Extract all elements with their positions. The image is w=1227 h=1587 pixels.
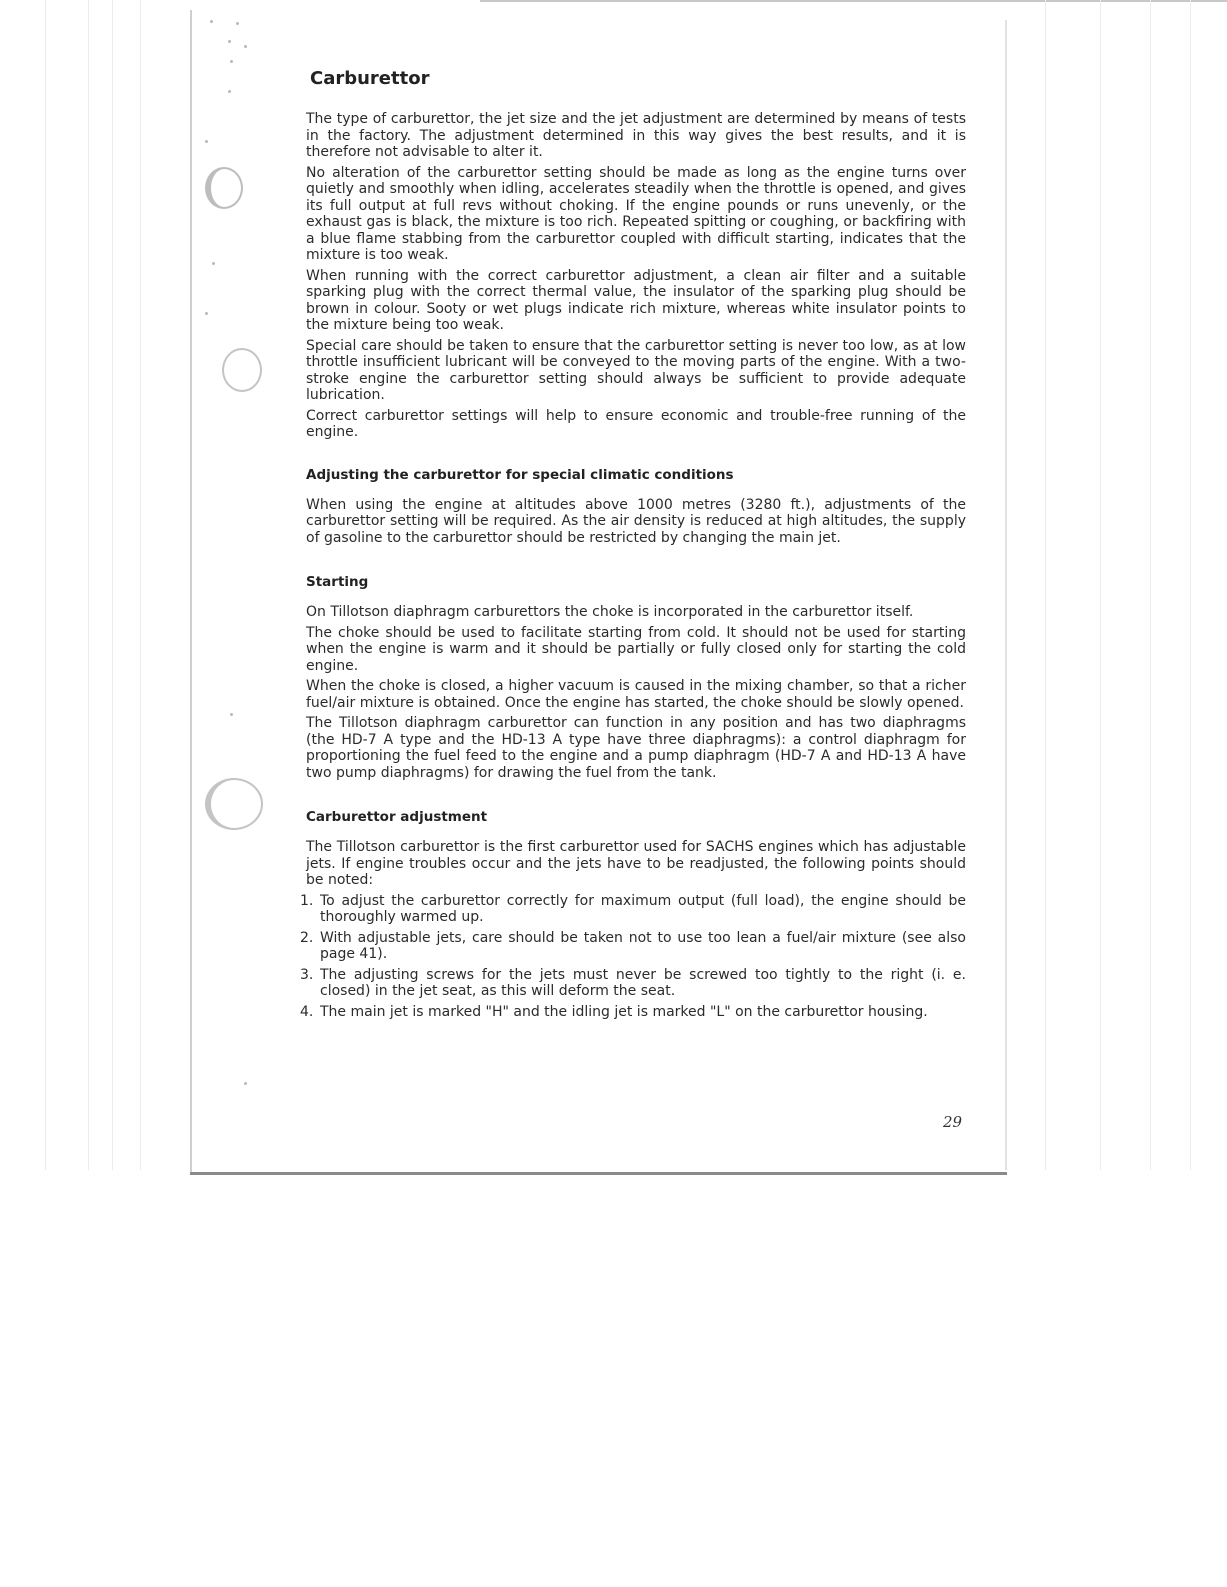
list-item [300,892,966,926]
list-item [300,1003,966,1021]
scan-strip [1190,0,1191,1170]
scan-speck [236,22,239,25]
starting-paragraph: The Tillotson diaphragm carburettor can function in any position and has two diaphragms (the HD-7 A type and the HD-13 A type have three diaphragms): a control diaphragm for proportioning the fuel feed to the engine and a pump diaphragm (HD-7 A and HD-13 A have two pump diaphragms) for drawing the fuel from the tank. [306,715,966,781]
climatic-section [306,467,966,547]
page-bottom-edge [190,1172,1007,1175]
scan-speck [210,20,213,23]
list-item-number: 2. [300,929,314,946]
adjustment-section [300,809,966,1020]
list-item-number: 1. [300,892,314,909]
scan-strip [1045,0,1046,1170]
intro-section [306,111,966,441]
binder-hole-mark [205,778,263,830]
intro-paragraph: The type of carburettor, the jet size and the jet adjustment are determined by means of tests in the factory. The adjustment determined in this way gives the best results, and it is therefore not advisable to alter it. [306,111,966,160]
starting-section [306,574,966,781]
starting-heading: Starting [306,574,369,590]
starting-paragraph: When the choke is closed, a higher vacuum is caused in the mixing chamber, so that a richer fuel/air mixture is obtained. Once the engine has started, the choke should be slowly opened. [306,678,966,711]
scan-speck [244,45,247,48]
list-item-text: To adjust the carburettor correctly for maximum output (full load), the engine should be thoroughly warmed up. [320,892,966,925]
binder-hole-mark [222,348,262,392]
binder-hole-mark [205,167,243,209]
scan-speck [230,60,233,63]
page-title: Carburettor [310,68,430,89]
adjustment-list [300,892,966,1021]
scan-strip [45,0,46,1170]
list-item-text: With adjustable jets, care should be taken not to use too lean a fuel/air mixture (see also page 41). [320,929,966,962]
scan-strip [112,0,113,1170]
scan-strip [88,0,89,1170]
list-item-text: The adjusting screws for the jets must never be screwed too tightly to the right (i. e. closed) in the jet seat, as this will deform the seat. [320,966,966,999]
scan-top-edge [480,0,1227,2]
intro-paragraph: When running with the correct carburettor adjustment, a clean air filter and a suitable sparking plug with the correct thermal value, the insulator of the sparking plug should be brown in colour. Sooty or wet plugs indicate rich mixture, whereas white insulator points to the mixture being too weak. [306,267,966,333]
intro-paragraph: No alteration of the carburettor setting should be made as long as the engine turns over quietly and smoothly when idling, accelerates steadily when the throttle is opened, and gives its full output at full revs without choking. If the engine pounds or runs unevenly, or the exhaust gas is black, the mixture is too rich. Repeated spitting or coughing, or backfiring with a blue flame stabbing from the carburettor coupled with difficult starting, indicates that the mixture is too weak. [306,164,966,263]
scan-speck [212,262,215,265]
scan-speck [205,312,208,315]
starting-paragraph: On Tillotson diaphragm carburettors the choke is incorporated in the carburettor itself. [306,604,914,620]
climatic-heading: Adjusting the carburettor for special climatic conditions [306,466,734,483]
scan-speck [228,40,231,43]
document-body [300,68,966,1024]
scan-speck [230,713,233,716]
list-item-text: The main jet is marked "H" and the idling jet is marked "L" on the carburettor housing. [320,1003,928,1020]
list-item [300,966,966,1000]
page-right-edge [1005,20,1007,1170]
scan-strip [1100,0,1101,1170]
list-item [300,929,966,963]
scan-speck [205,140,208,143]
climatic-paragraph: When using the engine at altitudes above 1000 metres (3280 ft.), adjustments of the carburettor setting will be required. As the air density is reduced at high altitudes, the supply of gasoline to the carburettor should be restricted by changing the main jet. [306,496,966,546]
intro-paragraph: Special care should be taken to ensure that the carburettor setting is never too low, as at low throttle insufficient lubricant will be conveyed to the moving parts of the engine. With a two-stroke engine the carburettor setting should always be sufficient to provide adequate lubrication. [306,337,966,403]
scan-speck [228,90,231,93]
adjustment-paragraph: The Tillotson carburettor is the first carburettor used for SACHS engines which has adjustable jets. If engine troubles occur and the jets have to be readjusted, the following points should be noted: [306,839,966,888]
intro-paragraph: Correct carburettor settings will help to ensure economic and trouble-free running of the engine. [306,407,966,440]
starting-paragraph: The choke should be used to facilitate starting from cold. It should not be used for starting when the engine is warm and it should be partially or fully closed only for starting the cold engine. [306,624,966,674]
page-left-edge [190,10,192,1175]
scan-strip [1150,0,1151,1170]
adjustment-heading: Carburettor adjustment [306,809,488,825]
list-item-number: 3. [300,966,314,983]
scan-speck [244,1082,247,1085]
list-item-number: 4. [300,1003,314,1020]
scan-strip [140,0,141,1170]
page-number: 29 [943,1113,963,1131]
